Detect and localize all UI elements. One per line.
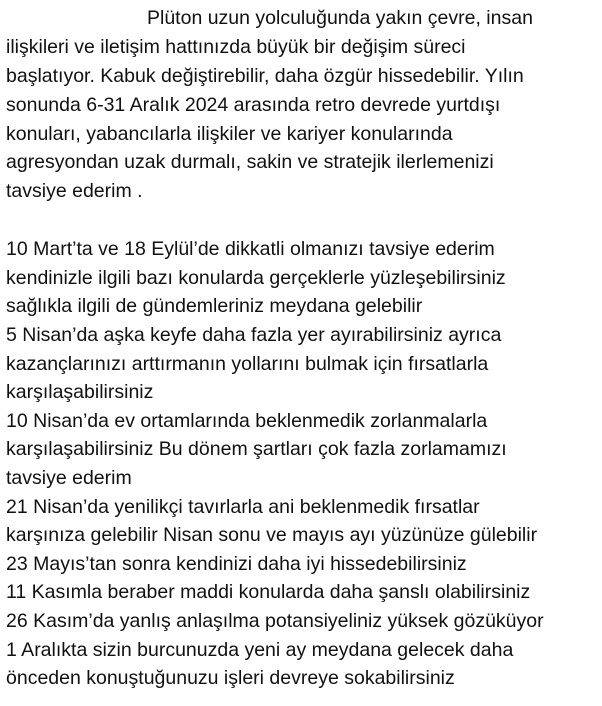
text-line: 21 Nisan’da yenilikçi tavırlarla ani beklenmedik fırsatlar	[6, 495, 480, 518]
text-line: karşınıza gelebilir Nisan sonu ve mayıs ayı yüzünüze gülebilir	[6, 524, 538, 547]
text-line: sonunda 6-31 Aralık 2024 arasında retro devrede yurtdışı	[6, 93, 501, 116]
text-line: 23 Mayıs’tan sonra kendinizi daha iyi hissedebilirsiniz	[6, 552, 467, 575]
text-line: başlatıyor. Kabuk değiştirebilir, daha özgür hissedebilir. Yılın	[6, 64, 524, 87]
paragraph-intro	[6, 4, 600, 206]
paragraph-dates	[6, 235, 600, 693]
text-line: sağlıkla ilgili de gündemleriniz meydana gelebilir	[6, 295, 423, 318]
text-line: 11 Kasımla beraber maddi konularda daha şanslı olabilirsiniz	[6, 581, 531, 604]
text-line: karşılaşabilirsiniz Bu dönem şartları çok fazla zorlamamızı	[6, 438, 507, 461]
text-line: tavsiye ederim .	[6, 180, 143, 203]
text-line: önceden konuştuğunuzu işleri devreye sokabilirsiniz	[6, 667, 455, 690]
text-line: kazançlarınızı arttırmanın yollarını bulmak için fırsatlarla	[6, 352, 489, 375]
text-line: 10 Nisan’da ev ortamlarında beklenmedik zorlanmalarla	[6, 409, 488, 432]
text-line: Plüton uzun yolculuğunda yakın çevre, insan	[147, 7, 533, 29]
text-line: karşılaşabilirsiniz	[6, 381, 154, 404]
text-line: agresyondan uzak durmalı, sakin ve stratejik ilerlemenizi	[6, 151, 494, 174]
paragraph-spacer	[6, 206, 600, 235]
text-line: ilişkileri ve iletişim hattınızda büyük bir değişim süreci	[6, 35, 466, 58]
text-line: 26 Kasım’da yanlış anlaşılma potansiyeliniz yüksek gözüküyor	[6, 609, 544, 632]
text-line: 5 Nisan’da aşka keyfe daha fazla yer ayırabilirsiniz ayrıca	[6, 324, 502, 347]
text-line: konuları, yabancılarla ilişkiler ve kariyer konularında	[6, 122, 453, 145]
text-line: kendinizle ilgili bazı konularda gerçeklerle yüzleşebilirsiniz	[6, 266, 506, 289]
text-line: tavsiye ederim	[6, 466, 132, 489]
document-body	[6, 4, 600, 693]
text-line: 10 Mart’ta ve 18 Eylül’de dikkatli olmanızı tavsiye ederim	[6, 238, 495, 261]
text-line: 1 Aralıkta sizin burcunuzda yeni ay meydana gelecek daha	[6, 638, 514, 661]
